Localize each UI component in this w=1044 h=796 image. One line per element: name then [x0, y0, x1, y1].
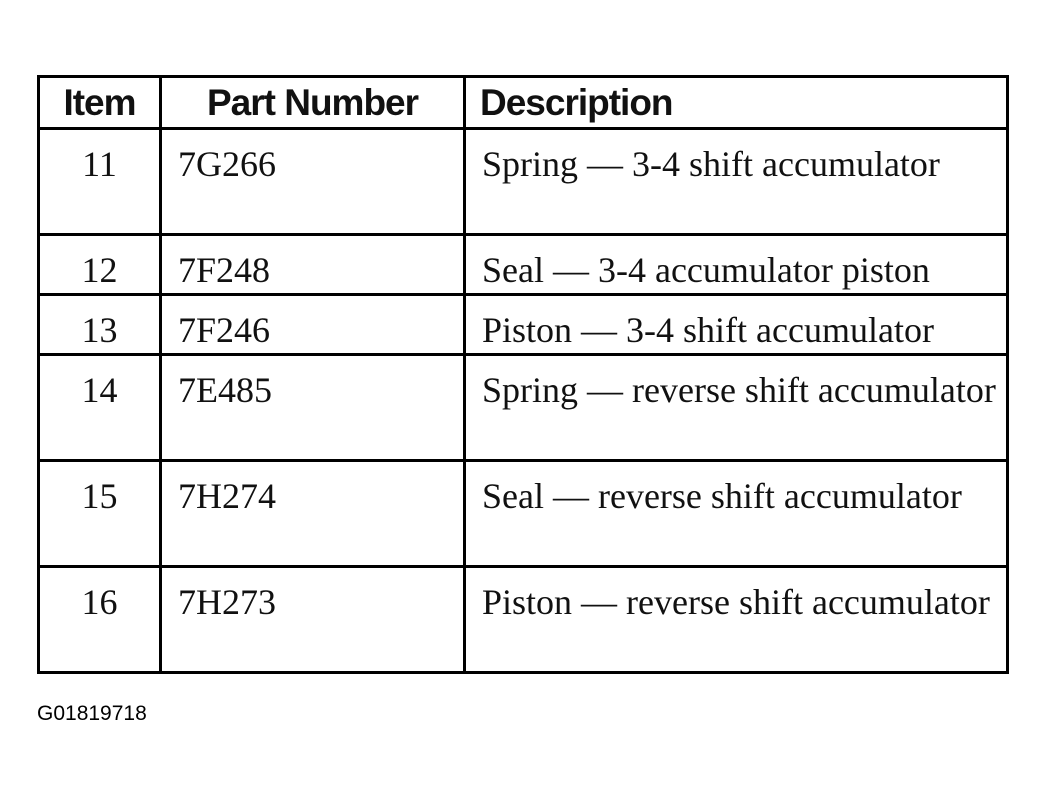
figure-code: G01819718 — [37, 702, 147, 725]
item-cell: 13 — [39, 295, 161, 355]
table-row — [39, 129, 1008, 235]
item-cell: 11 — [39, 129, 161, 235]
description-cell: Spring — 3-4 shift accumulator — [465, 129, 1008, 235]
description-cell: Seal — reverse shift accumulator — [465, 461, 1008, 567]
table-row — [39, 461, 1008, 567]
table-row — [39, 355, 1008, 461]
description-cell: Seal — 3-4 accumulator piston — [465, 235, 1008, 295]
part-number-cell: 7F248 — [161, 235, 465, 295]
part-number-cell: 7E485 — [161, 355, 465, 461]
item-cell: 12 — [39, 235, 161, 295]
description-cell: Spring — reverse shift accumulator — [465, 355, 1008, 461]
parts-table — [37, 75, 1009, 674]
column-header-description: Description — [465, 77, 1008, 129]
table-header-row — [39, 77, 1008, 129]
item-cell: 15 — [39, 461, 161, 567]
part-number-cell: 7G266 — [161, 129, 465, 235]
item-cell: 16 — [39, 567, 161, 673]
part-number-cell: 7H274 — [161, 461, 465, 567]
column-header-part-number: Part Number — [161, 77, 465, 129]
part-number-cell: 7H273 — [161, 567, 465, 673]
description-cell: Piston — 3-4 shift accumulator — [465, 295, 1008, 355]
table-row — [39, 235, 1008, 295]
item-cell: 14 — [39, 355, 161, 461]
table-row — [39, 567, 1008, 673]
column-header-item: Item — [39, 77, 161, 129]
part-number-cell: 7F246 — [161, 295, 465, 355]
table-row — [39, 295, 1008, 355]
description-cell: Piston — reverse shift accumulator — [465, 567, 1008, 673]
